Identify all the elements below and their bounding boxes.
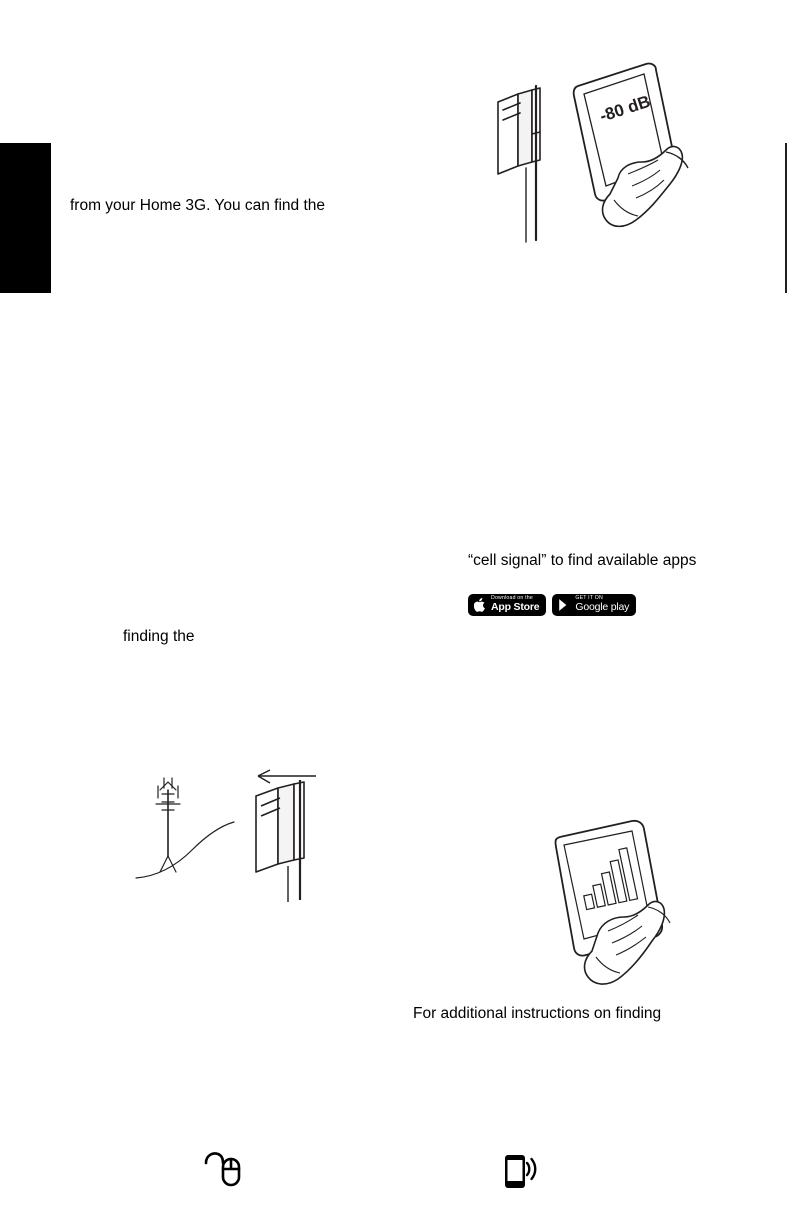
app-store-badge[interactable] <box>468 594 546 616</box>
google-play-icon <box>558 598 570 612</box>
page-edge-tab <box>0 143 51 293</box>
text-fragment-cell-signal: “cell signal” to find available apps <box>468 552 697 569</box>
google-play-badge-main: Google play <box>575 601 630 614</box>
text-fragment-finding-the: finding the <box>123 628 195 645</box>
illustration-tower-and-antenna <box>130 760 360 910</box>
phone-screen-signal-value: -80 dB <box>597 91 653 126</box>
phone-signal-icon <box>497 1145 545 1200</box>
text-fragment-additional-instructions: For additional instructions on finding <box>413 1005 662 1022</box>
apple-icon <box>474 598 486 612</box>
google-play-badge-top: GET IT ON <box>575 595 603 602</box>
google-play-badge[interactable] <box>552 594 636 616</box>
app-store-badge-top: Download on the <box>491 595 533 602</box>
text-fragment-home-3g: from your Home 3G. You can find the <box>70 197 326 214</box>
mouse-icon <box>196 1147 244 1200</box>
illustration-phone-signal-reading <box>470 50 720 250</box>
page-edge-rule <box>785 143 787 293</box>
app-store-badge-main: App Store <box>491 601 540 614</box>
app-store-badges <box>468 594 636 616</box>
illustration-phone-signal-bars <box>540 815 720 995</box>
